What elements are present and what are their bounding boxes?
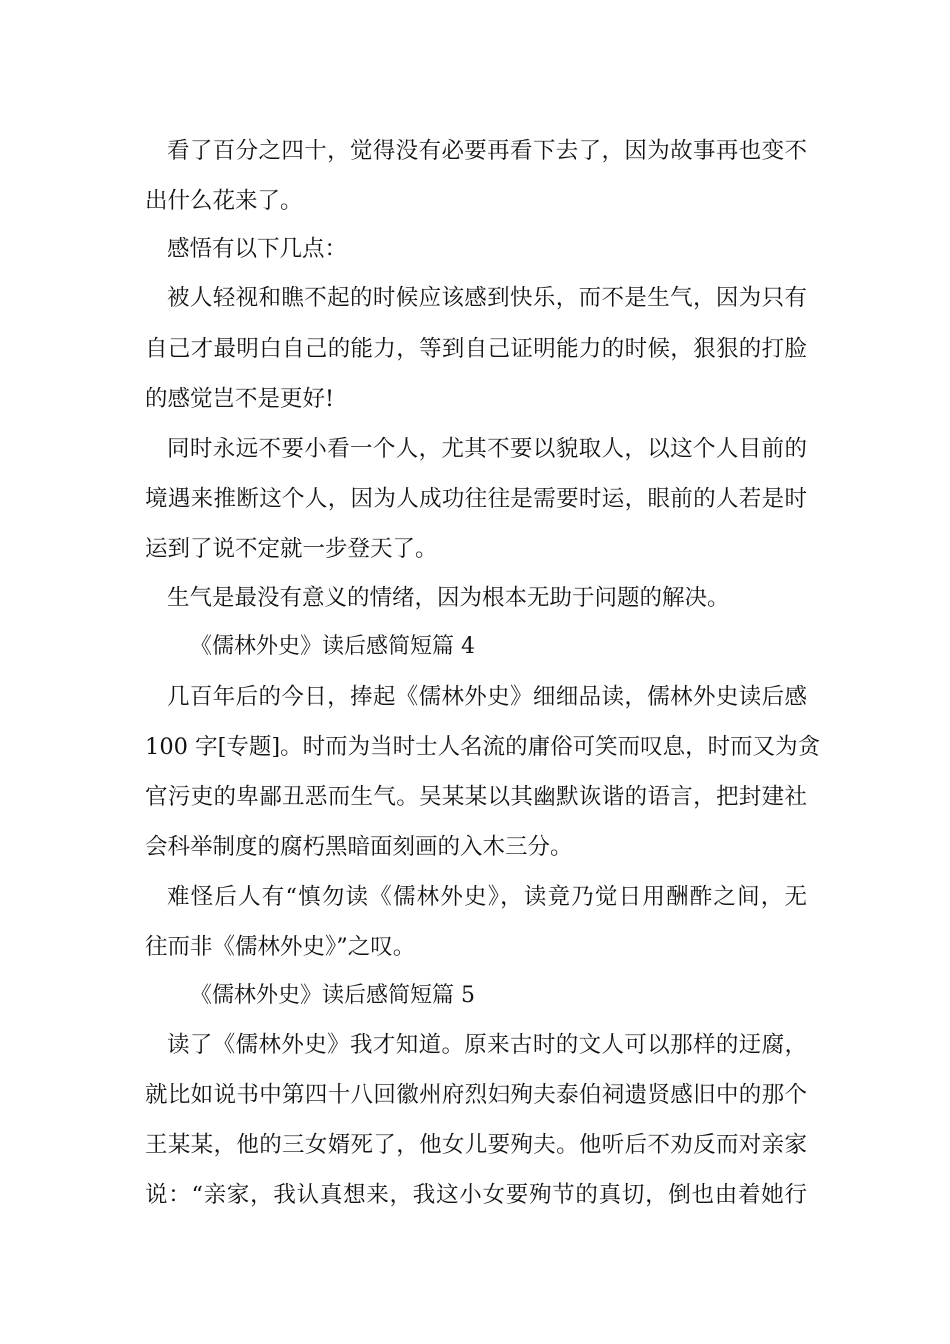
- section-heading: 《儒林外史》读后感简短篇 5: [190, 983, 475, 1008]
- text-line: 读了《儒林外史》我才知道。原来古时的文人可以那样的迂腐，: [167, 1032, 807, 1058]
- text-line: 几百年后的今日，捧起《儒林外史》细细品读，儒林外史读后感: [167, 684, 807, 710]
- text-line: 难怪后人有“慎勿读《儒林外史》，读竟乃觉日用酬酢之间，无: [167, 884, 807, 910]
- text-line: 100 字[专题]。时而为当时士人名流的庸俗可笑而叹息，时而又为贪: [145, 734, 821, 760]
- text-line: 就比如说书中第四十八回徽州府烈妇殉夫泰伯祠遗贤感旧中的那个: [145, 1082, 807, 1108]
- text-line: 往而非《儒林外史》”之叹。: [145, 934, 416, 960]
- text-line: 的感觉岂不是更好!: [145, 386, 335, 412]
- text-line: 会科举制度的腐朽黑暗面刻画的入木三分。: [145, 834, 573, 860]
- text-line: 感悟有以下几点：: [167, 236, 348, 262]
- text-line: 同时永远不要小看一个人，尤其不要以貌取人，以这个人目前的: [167, 436, 807, 462]
- text-line: 境遇来推断这个人，因为人成功往往是需要时运，眼前的人若是时: [145, 486, 807, 512]
- text-line: 生气是最没有意义的情绪，因为根本无助于问题的解决。: [167, 585, 730, 611]
- text-line: 运到了说不定就一步登天了。: [145, 536, 438, 562]
- text-line: 自己才最明白自己的能力，等到自己证明能力的时候，狠狠的打脸: [145, 336, 807, 362]
- text-line: 被人轻视和瞧不起的时候应该感到快乐，而不是生气，因为只有: [167, 285, 807, 311]
- section-heading: 《儒林外史》读后感简短篇 4: [190, 634, 475, 659]
- text-line: 看了百分之四十，觉得没有必要再看下去了，因为故事再也变不: [167, 138, 807, 164]
- text-line: 说：“亲家，我认真想来，我这小女要殉节的真切，倒也由着她行: [145, 1182, 807, 1208]
- text-line: 出什么花来了。: [145, 188, 303, 214]
- text-line: 王某某，他的三女婿死了，他女儿要殉夫。他听后不劝反而对亲家: [145, 1132, 807, 1158]
- text-line: 官污吏的卑鄙丑恶而生气。吴某某以其幽默诙谐的语言，把封建社: [145, 784, 807, 810]
